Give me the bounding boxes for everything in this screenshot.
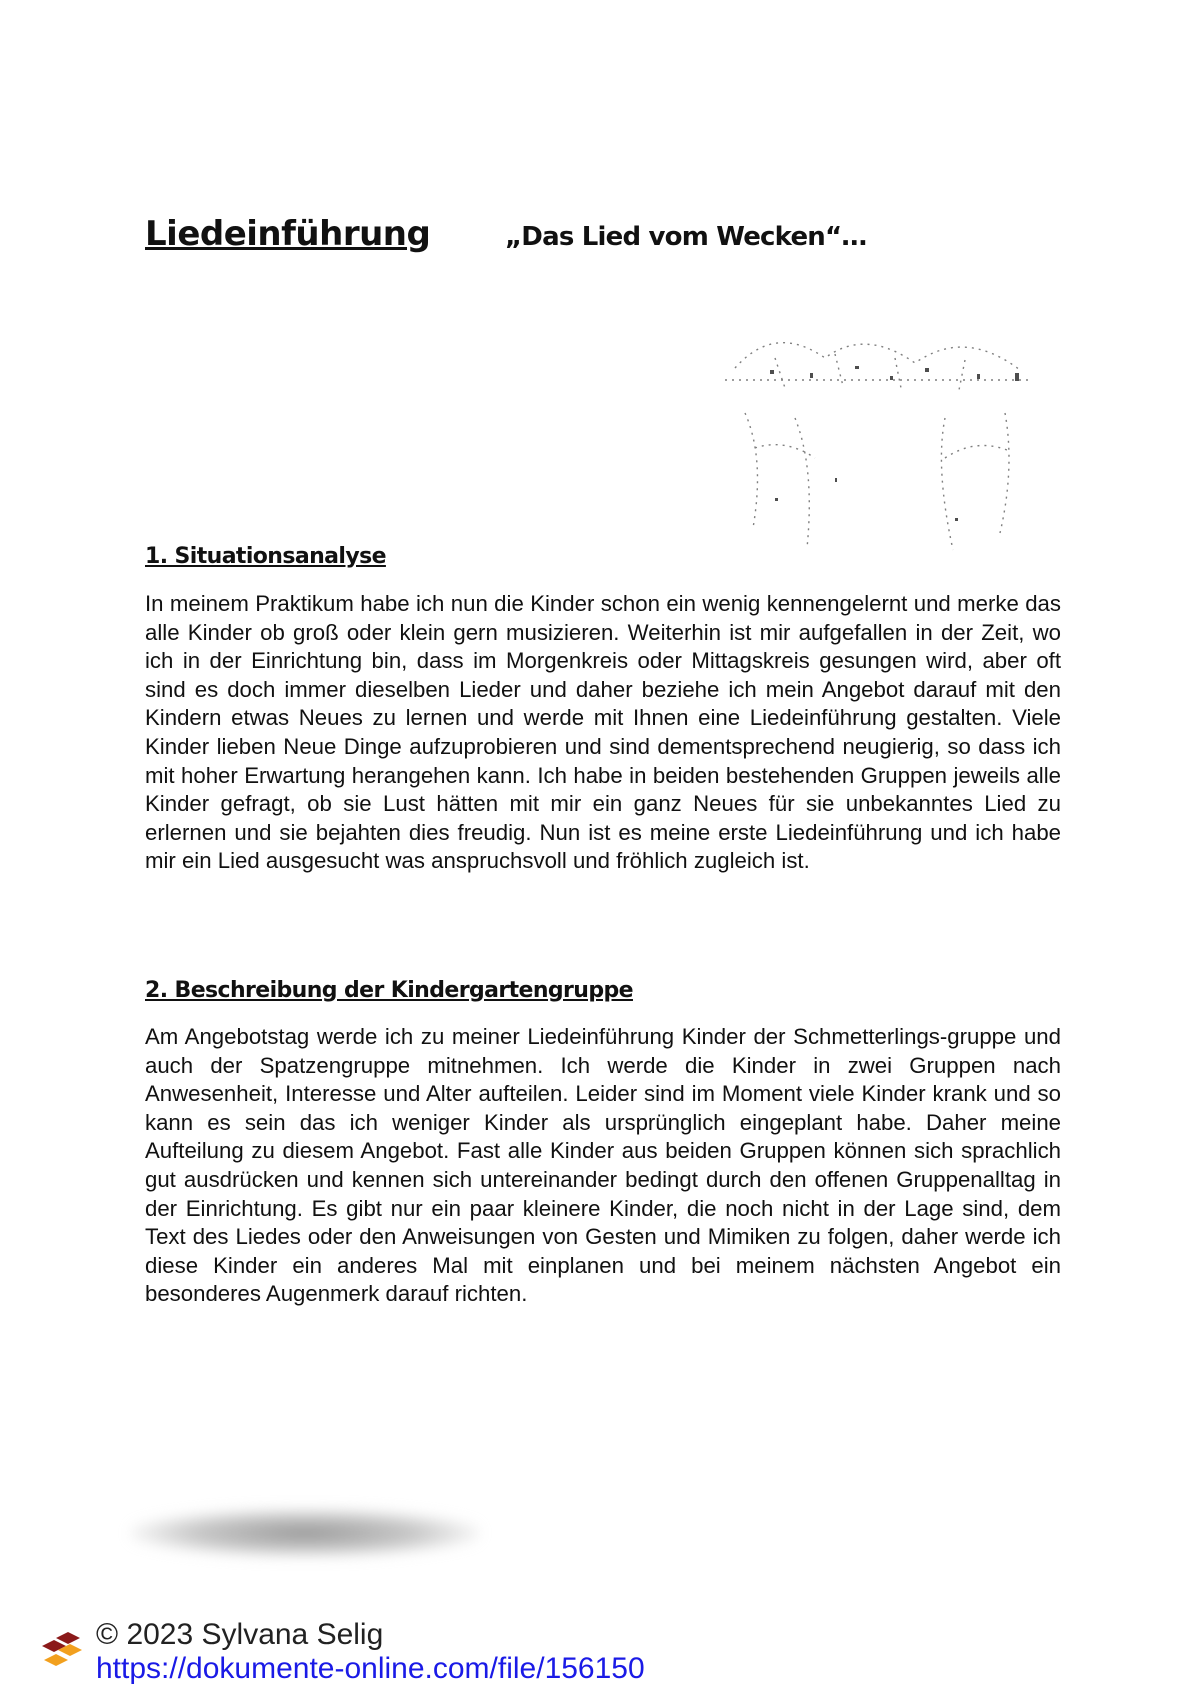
document-url-link[interactable]: https://dokumente-online.com/file/156150 — [96, 1652, 645, 1685]
document-subtitle: „Das Lied vom Wecken“… — [505, 222, 867, 252]
section-body-kindergartengruppe: Am Angebotstag werde ich zu meiner Liedeinführung Kinder der Schmetterlings-gruppe und auch der Spatzengruppe mitnehmen. Ich werde die Kinder in zwei Gruppen nach Anwesenheit, Interesse und Alter aufteilen. Leider sind im Moment viele Kinder krank und so kann es sein das ich weniger Kinder als ursprünglich eingeplant habe. Daher meine Aufteilung zu diesem Angebot. Fast alle Kinder aus beiden Gruppen können sich sprachlich gut ausdrücken und kennen sich untereinander bedingt durch den offenen Gruppenalltag in der Einrichtung. Es gibt nur ein paar kleinere Kinder, die noch nicht in der Lage sind, dem Text des Liedes oder den Anweisungen von Gesten und Mimiken zu folgen, daher werde ich diese Kinder ein anderes Mal mit einplanen und bei meinem nächsten Angebot ein besonderes Augenmerk darauf richten. — [145, 1024, 1061, 1307]
section-heading-kindergartengruppe: 2. Beschreibung der Kindergartengruppe — [145, 978, 633, 1003]
section-body-situationsanalyse: In meinem Praktikum habe ich nun die Kinder schon ein wenig kennengelernt und merke das alle Kinder ob groß oder klein gern musizieren. Weiterhin ist mir aufgefallen in der Zeit, wo ich in der Einrichtung bin, dass im Morgenkreis oder Mittagskreis gesungen wird, aber oft sind es doch immer dieselben Lieder und daher beziehe ich mein Angebot darauf mit den Kindern etwas Neues zu lernen und werde mit Ihnen eine Liedeinführung gestalten. Viele Kinder lieben Neue Dinge aufzuprobieren und sind dementsprechend neugierig, so dass ich mit hoher Erwartung herangehen kann. Ich habe in beiden bestehenden Gruppen jeweils alle Kinder gefragt, ob sie Lust hätten mit mir ein ganz Neues für sie unbekanntes Lied zu erlernen und sie bejahten dies freudig. Nun ist es meine erste Liedeinführung und ich habe mir ein Lied ausgesucht was anspruchsvoll und fröhlich zugleich ist. — [145, 591, 1061, 874]
blurred-text-region — [130, 1508, 480, 1558]
faded-illustration-image — [715, 318, 1040, 573]
section-heading-situationsanalyse: 1. Situationsanalyse — [145, 544, 386, 569]
copyright-text: © 2023 Sylvana Selig — [96, 1618, 384, 1651]
document-title: Liedeinführung — [145, 214, 431, 254]
dokumente-online-logo-icon — [38, 1626, 88, 1672]
